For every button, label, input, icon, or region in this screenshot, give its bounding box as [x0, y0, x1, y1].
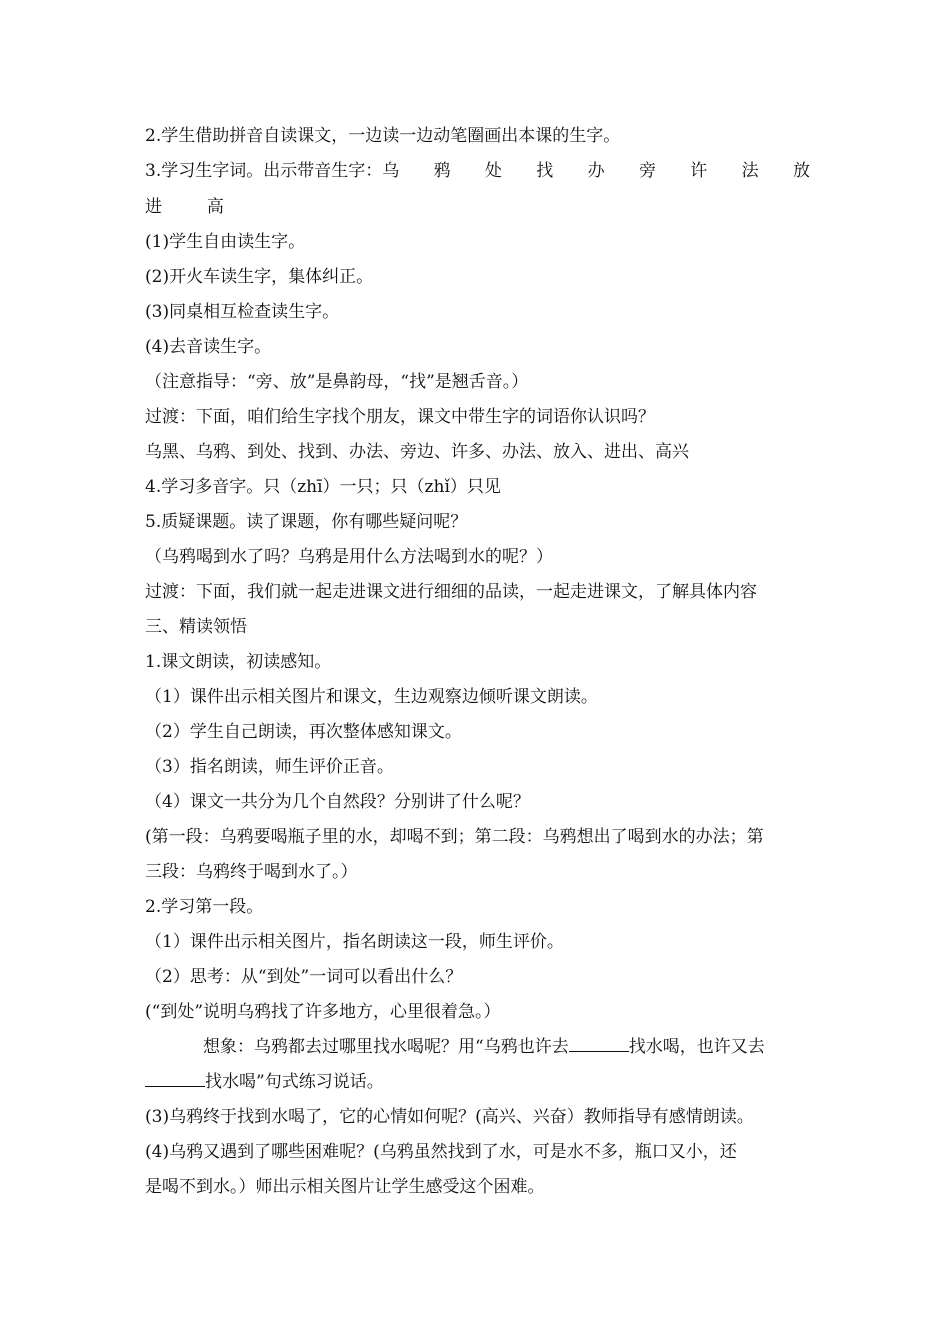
text-line: (第一段：乌鸦要喝瓶子里的水，却喝不到；第二段：乌鸦想出了喝到水的办法；第 — [145, 827, 764, 847]
text-line-imagine-cont — [145, 1065, 810, 1099]
text-line: （乌鸦喝到水了吗？乌鸦是用什么方法喝到水的呢？） — [145, 547, 553, 567]
new-character: 高 — [206, 197, 224, 217]
text-line: 乌黑、乌鸦、到处、找到、办法、旁边、许多、办法、放入、进出、高兴 — [145, 442, 689, 462]
text-line: (4)去音读生字。 — [145, 337, 272, 357]
text-line: （2）思考：从“到处”一词可以看出什么？ — [145, 967, 463, 987]
new-character: 法 — [741, 161, 759, 181]
text-line: 4.学习多音字。只（zhī）一只；只（zhǐ）只见 — [145, 477, 501, 497]
text-line-new-characters — [145, 154, 810, 188]
imagine-part1: 想象：乌鸦都去过哪里找水喝呢？用“乌鸦也许去 — [203, 1037, 569, 1057]
new-character: 办 — [587, 161, 605, 181]
text-line: (1)学生自由读生字。 — [145, 232, 306, 252]
new-character: 进 — [145, 197, 162, 217]
text-line: (4)乌鸦又遇到了哪些困难呢？(乌鸦虽然找到了水，可是水不多，瓶口又小，还 — [145, 1142, 737, 1162]
section-heading: 三、精读领悟 — [145, 617, 247, 637]
new-character: 找 — [536, 161, 554, 181]
fill-blank — [145, 1072, 205, 1087]
text-line: （4）课文一共分为几个自然段？分别讲了什么呢？ — [145, 792, 530, 812]
text-line: （2）学生自己朗读，再次整体感知课文。 — [145, 722, 462, 742]
text-line: (“到处”说明乌鸦找了许多地方，心里很着急。） — [145, 1002, 501, 1022]
new-character: 鸦 — [433, 161, 451, 181]
text-line: （3）指名朗读，师生评价正音。 — [145, 757, 394, 777]
text-line: (3)乌鸦终于找到水喝了，它的心情如何呢？(高兴、兴奋）教师指导有感情朗读。 — [145, 1107, 754, 1127]
text-line: 是喝不到水。）师出示相关图片让学生感受这个困难。 — [145, 1177, 545, 1197]
new-characters-prefix: 3.学习生字词。出示带音生字：乌 — [145, 161, 400, 181]
text-line: (2)开火车读生字，集体纠正。 — [145, 267, 374, 287]
text-line: 过渡：下面，我们就一起走进课文进行细细的品读，一起走进课文，了解具体内容 — [145, 582, 757, 602]
imagine-part2: 找水喝，也许又去 — [628, 1037, 765, 1057]
new-character: 旁 — [638, 161, 656, 181]
text-line: 过渡：下面，咱们给生字找个朋友，课文中带生字的词语你认识吗？ — [145, 407, 655, 427]
new-character: 处 — [484, 161, 502, 181]
text-line: 5.质疑课题。读了课题，你有哪些疑问呢？ — [145, 512, 468, 532]
text-line: (3)同桌相互检查读生字。 — [145, 302, 340, 322]
new-character: 许 — [690, 161, 708, 181]
text-line: （注意指导：“旁、放”是鼻韵母，“找”是翘舌音。） — [145, 372, 529, 392]
text-line: 1.课文朗读，初读感知。 — [145, 652, 332, 672]
fill-blank — [569, 1037, 629, 1052]
text-line: （1）课件出示相关图片，指名朗读这一段，师生评价。 — [145, 932, 564, 952]
new-character: 放 — [792, 161, 810, 181]
text-line-new-characters-cont — [145, 190, 810, 224]
imagine-part3: 找水喝”句式练习说话。 — [205, 1072, 384, 1092]
text-line-1: 2.学生借助拼音自读课文，一边读一边动笔圈画出本课的生字。 — [145, 126, 621, 146]
text-line-imagine — [203, 1030, 810, 1064]
text-line: 2.学习第一段。 — [145, 897, 264, 917]
text-line: （1）课件出示相关图片和课文，生边观察边倾听课文朗读。 — [145, 687, 598, 707]
text-line: 三段：乌鸦终于喝到水了。） — [145, 862, 358, 882]
